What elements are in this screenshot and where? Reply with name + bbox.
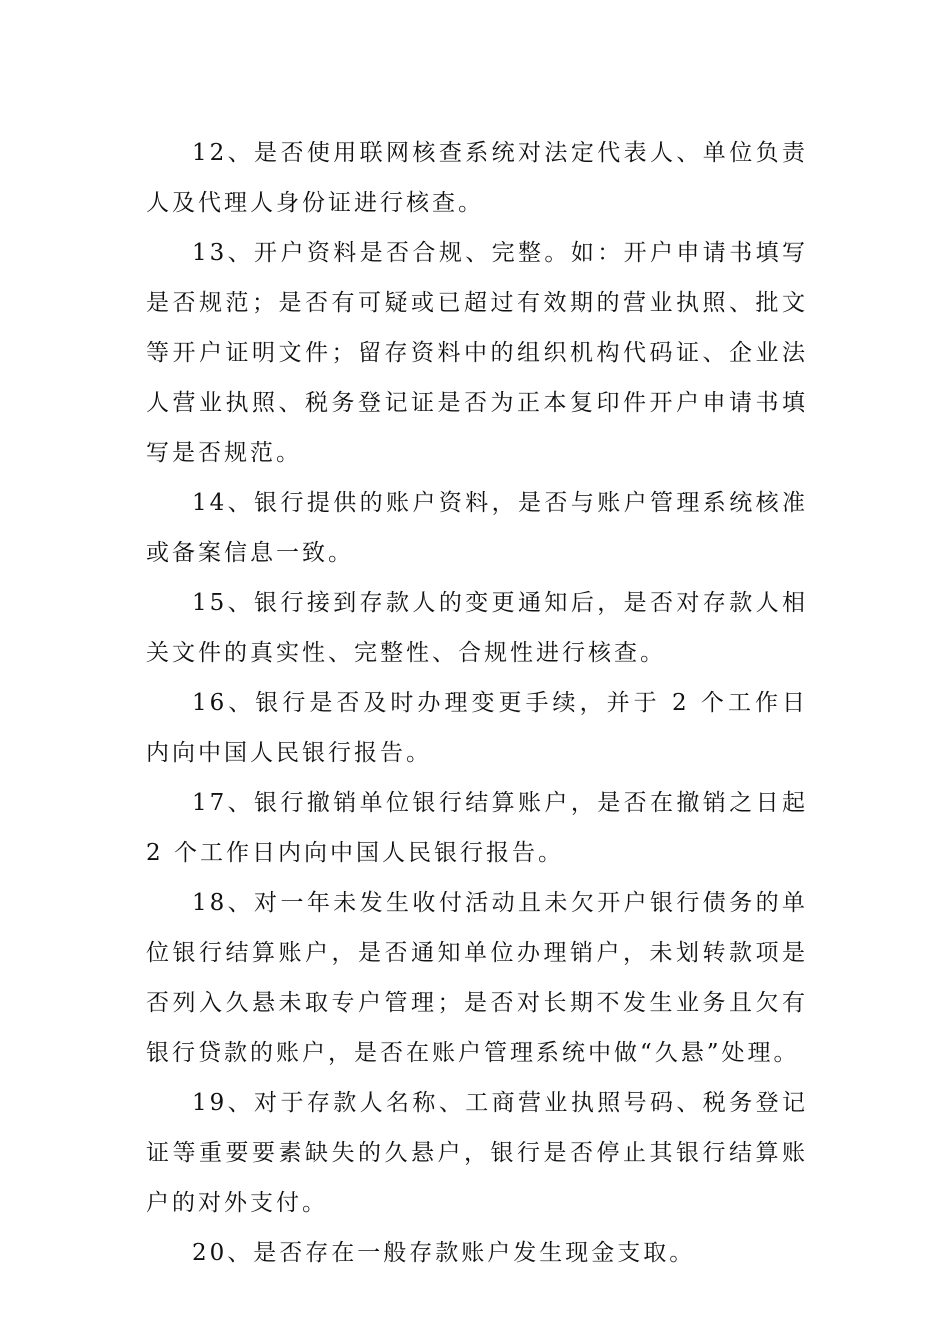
paragraph-13: 13、开户资料是否合规、完整。如：开户申请书填写是否规范；是否有可疑或已超过有效期的营业执照、批文等开户证明文件；留存资料中的组织机构代码证、企业法人营业执照、税务登记证是否为正本复印件开户申请书填写是否规范。 (146, 240, 808, 466)
paragraph-15: 15、银行接到存款人的变更通知后，是否对存款人相关文件的真实性、完整性、合规性进行核查。 (146, 590, 808, 666)
paragraph-17: 17、银行撤销单位银行结算账户，是否在撤销之日起 2 个工作日内向中国人民银行报告。 (146, 790, 808, 866)
paragraph-14: 14、银行提供的账户资料，是否与账户管理系统核准或备案信息一致。 (146, 490, 808, 566)
paragraph-18: 18、对一年未发生收付活动且未欠开户银行债务的单位银行结算账户，是否通知单位办理销户，未划转款项是否列入久悬未取专户管理；是否对长期不发生业务且欠有银行贷款的账户，是否在账户管理系统中做“久悬”处理。 (146, 890, 808, 1066)
paragraph-12: 12、是否使用联网核查系统对法定代表人、单位负责人及代理人身份证进行核查。 (146, 140, 808, 216)
document-body (146, 128, 808, 1278)
paragraph-16: 16、银行是否及时办理变更手续，并于 2 个工作日内向中国人民银行报告。 (146, 690, 808, 766)
paragraph-20: 20、是否存在一般存款账户发生现金支取。 (192, 1240, 696, 1266)
paragraph-19: 19、对于存款人名称、工商营业执照号码、税务登记证等重要要素缺失的久悬户，银行是否停止其银行结算账户的对外支付。 (146, 1090, 808, 1216)
